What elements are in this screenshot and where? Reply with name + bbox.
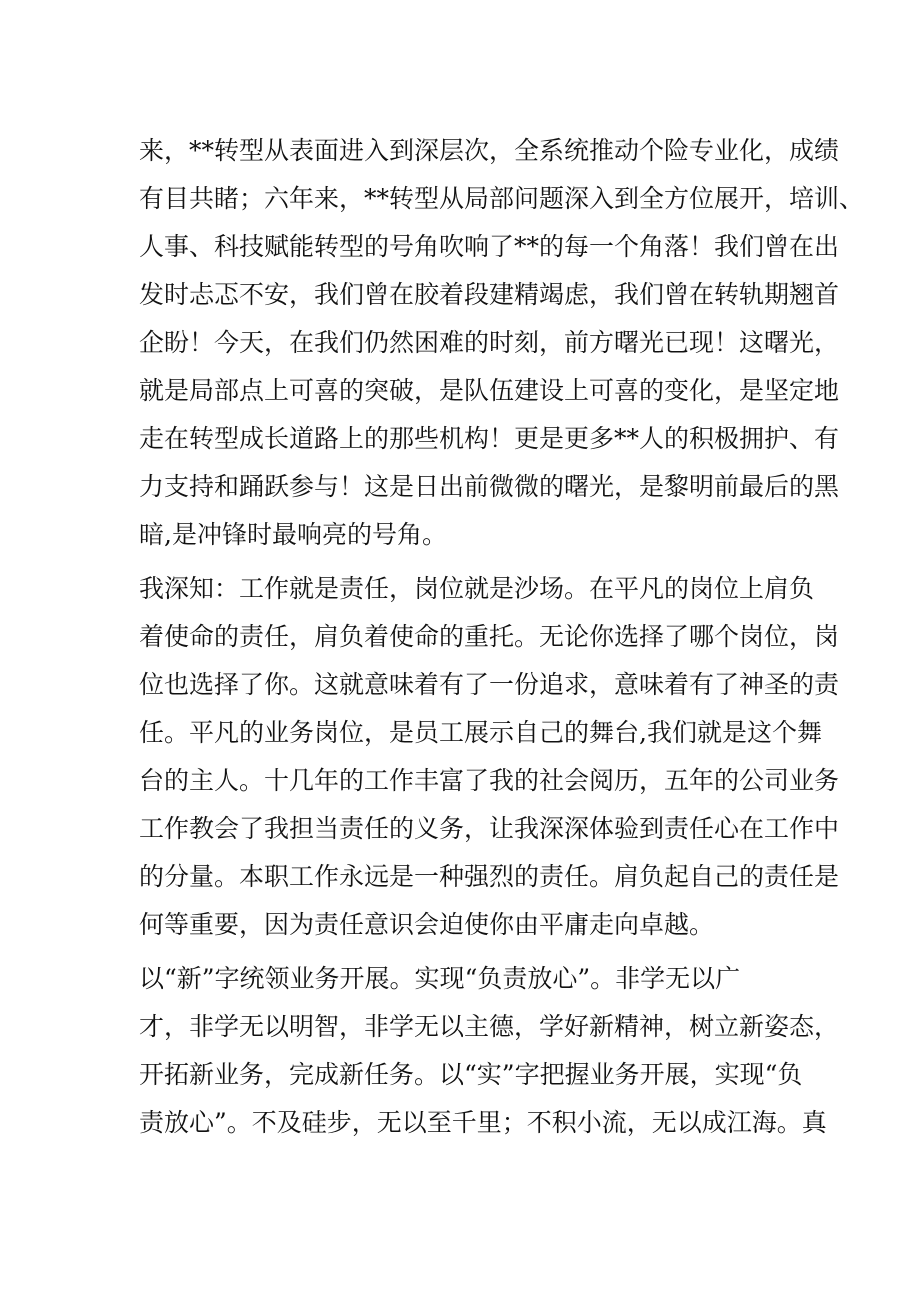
text-line: 责放心”。不及硅步，无以至千里；不积小流，无以成江海。真	[139, 1108, 827, 1137]
text-line: 发时忐忑不安，我们曾在胶着段建精竭虑，我们曾在转轨期翘首	[139, 280, 840, 309]
body-text	[139, 127, 865, 1147]
paragraph-3	[139, 955, 840, 1147]
text-line: 着使命的责任，肩负着使命的重托。无论你选择了哪个岗位，岗	[139, 622, 840, 651]
text-line: 何等重要，因为责任意识会迫使你由平庸走向卓越。	[139, 910, 715, 939]
text-line: 开拓新业务，完成新任务。以“实”字把握业务开展，实现“负	[139, 1060, 803, 1089]
text-line: 暗,是冲锋时最响亮的号角。	[139, 520, 447, 549]
paragraph-2	[139, 565, 840, 949]
text-line: 以“新”字统领业务开展。实现“负责放心”。非学无以广	[139, 964, 741, 993]
text-line: 台的主人。十几年的工作丰富了我的社会阅历，五年的公司业务	[139, 766, 840, 795]
text-line: 走在转型成长道路上的那些机构！更是更多**人的积极拥护、有	[139, 424, 840, 453]
text-line: 的分量。本职工作永远是一种强烈的责任。肩负起自己的责任是	[139, 862, 840, 891]
text-line: 工作教会了我担当责任的义务，让我深深体验到责任心在工作中	[139, 814, 840, 843]
text-line: 就是局部点上可喜的突破，是队伍建设上可喜的变化，是坚定地	[139, 376, 840, 405]
text-line: 位也选择了你。这就意味着有了一份追求，意味着有了神圣的责	[139, 670, 840, 699]
text-line: 才，非学无以明智，非学无以主德，学好新精神，树立新姿态，	[139, 1012, 840, 1041]
text-line: 任。平凡的业务岗位，是员工展示自己的舞台,我们就是这个舞	[139, 718, 822, 747]
text-line: 力支持和踊跃参与！这是日出前微微的曙光，是黎明前最后的黑	[139, 472, 840, 501]
paragraph-1	[139, 127, 865, 559]
text-line: 我深知：工作就是责任，岗位就是沙场。在平凡的岗位上肩负	[139, 574, 815, 603]
text-line: 人事、科技赋能转型的号角吹响了**的每一个角落！我们曾在出	[139, 232, 840, 261]
text-line: 来，**转型从表面进入到深层次，全系统推动个险专业化，成绩	[139, 136, 840, 165]
text-line: 企盼！今天，在我们仍然困难的时刻，前方曙光已现！这曙光，	[139, 328, 840, 357]
text-line: 有目共睹；六年来，**转型从局部问题深入到全方位展开，培训、	[139, 184, 865, 213]
